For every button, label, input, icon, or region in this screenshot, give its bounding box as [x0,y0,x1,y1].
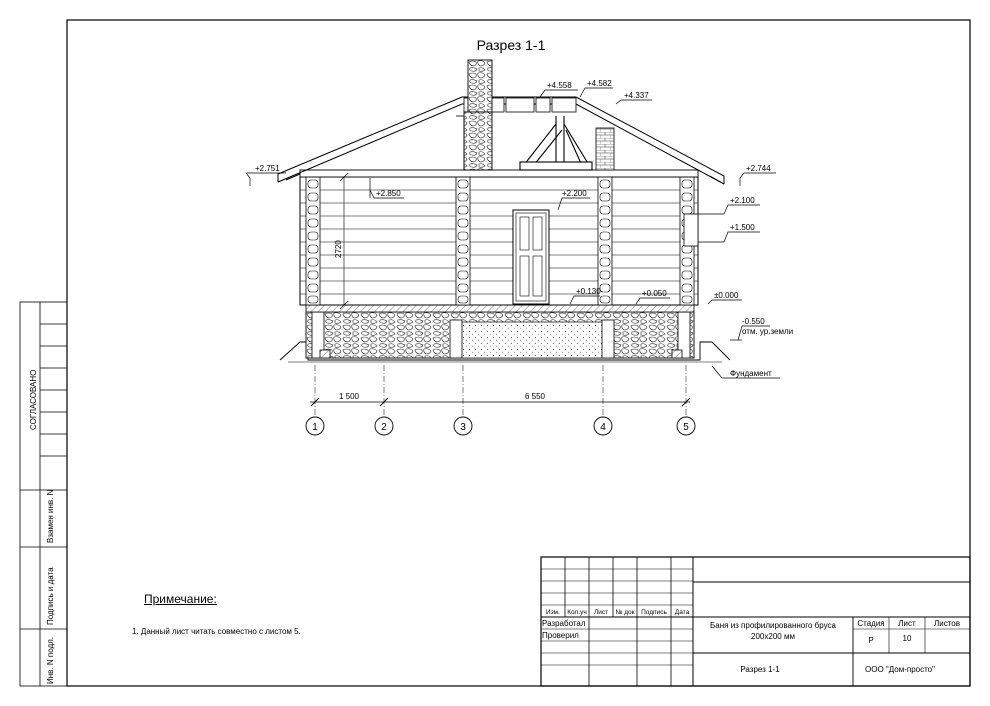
axis-2: 2 [381,422,387,433]
log-wall [300,177,698,305]
elev-ridge-2: +4.582 [587,79,612,88]
note-title: Примечание: [144,592,217,606]
elev-ceiling: +2.850 [376,189,401,198]
side-inv-label: Инв. N подл. [46,636,55,684]
cross-wall-1 [306,177,320,305]
dim-6550: 6 550 [524,392,546,401]
note-item: 1. Данный лист читать совместно с листом 5. [132,627,301,636]
axis-bubbles [306,417,695,435]
stamp-header-kol: Кол.уч [567,609,587,616]
chimney [456,60,614,170]
wall-height-value: 2720 [334,240,343,258]
window-section [684,214,698,246]
stamp-sheet: 10 [902,634,912,643]
roof-truss [520,116,592,170]
stamp-object-line1: Баня из профилированного бруса [710,621,836,630]
stamp-header-doc: № док [615,609,635,616]
stamp-header-date: Дата [674,609,690,616]
stamp-header-izm: Изм. [546,609,560,616]
dim-1500: 1 500 [338,392,360,401]
elev-eave-left: +2.751 [255,164,280,173]
stamp-company: ООО "Дом-просто" [865,665,935,674]
elev-zero: ±0.000 [714,291,739,300]
side-sign-date-label: Подпись и дата [46,567,55,625]
axis-1: 1 [312,422,318,433]
stamp-object-line2: 200х200 мм [751,632,795,641]
door [513,210,549,304]
elev-door-top: +2.200 [562,189,587,198]
ceiling-beam [300,170,698,177]
elev-eave-right: +2.744 [746,164,771,173]
foundation-dotted-fill [458,322,608,358]
stamp-stage: Р [868,636,874,645]
elev-ground: -0.550 [742,317,765,326]
drawing-title: Разрез 1-1 [476,37,546,53]
floor-slab [306,305,694,312]
side-agreed-label: СОГЛАСОВАНО [29,369,38,430]
stamp-sheet-label: Лист [898,619,916,628]
elev-ridge-3: +4.337 [624,91,649,100]
stamp-checked: Проверил [542,631,579,640]
elev-ground-label: отм. ур.земли [742,327,794,336]
elev-window-bottom: +1.500 [730,223,755,232]
elev-window-top: +2.100 [730,196,755,205]
stamp-header-sign: Подпись [641,609,667,616]
stamp-developed: Разработал [542,619,586,628]
stamp-header-list: Лист [593,609,609,616]
cross-wall-4 [598,172,612,305]
building-section [246,60,793,378]
foundation-label: Фундамент [730,369,772,378]
axis-5: 5 [683,422,689,433]
stamp-stage-label: Стадия [857,619,885,628]
elev-floor-inner: +0.130 [576,287,601,296]
axis-3: 3 [460,422,466,433]
cross-wall-3 [456,172,470,305]
axis-grid [310,365,690,415]
axis-4: 4 [600,422,606,433]
stamp-sheets-label: Листов [934,619,960,628]
side-stamp [20,302,67,686]
elev-floor-2: +0.050 [642,289,667,298]
stamp-sheet-title: Разрез 1-1 [740,665,780,674]
elev-ridge-1: +4.558 [547,81,572,90]
side-replaced-label: Взамен инв. N [46,489,55,543]
